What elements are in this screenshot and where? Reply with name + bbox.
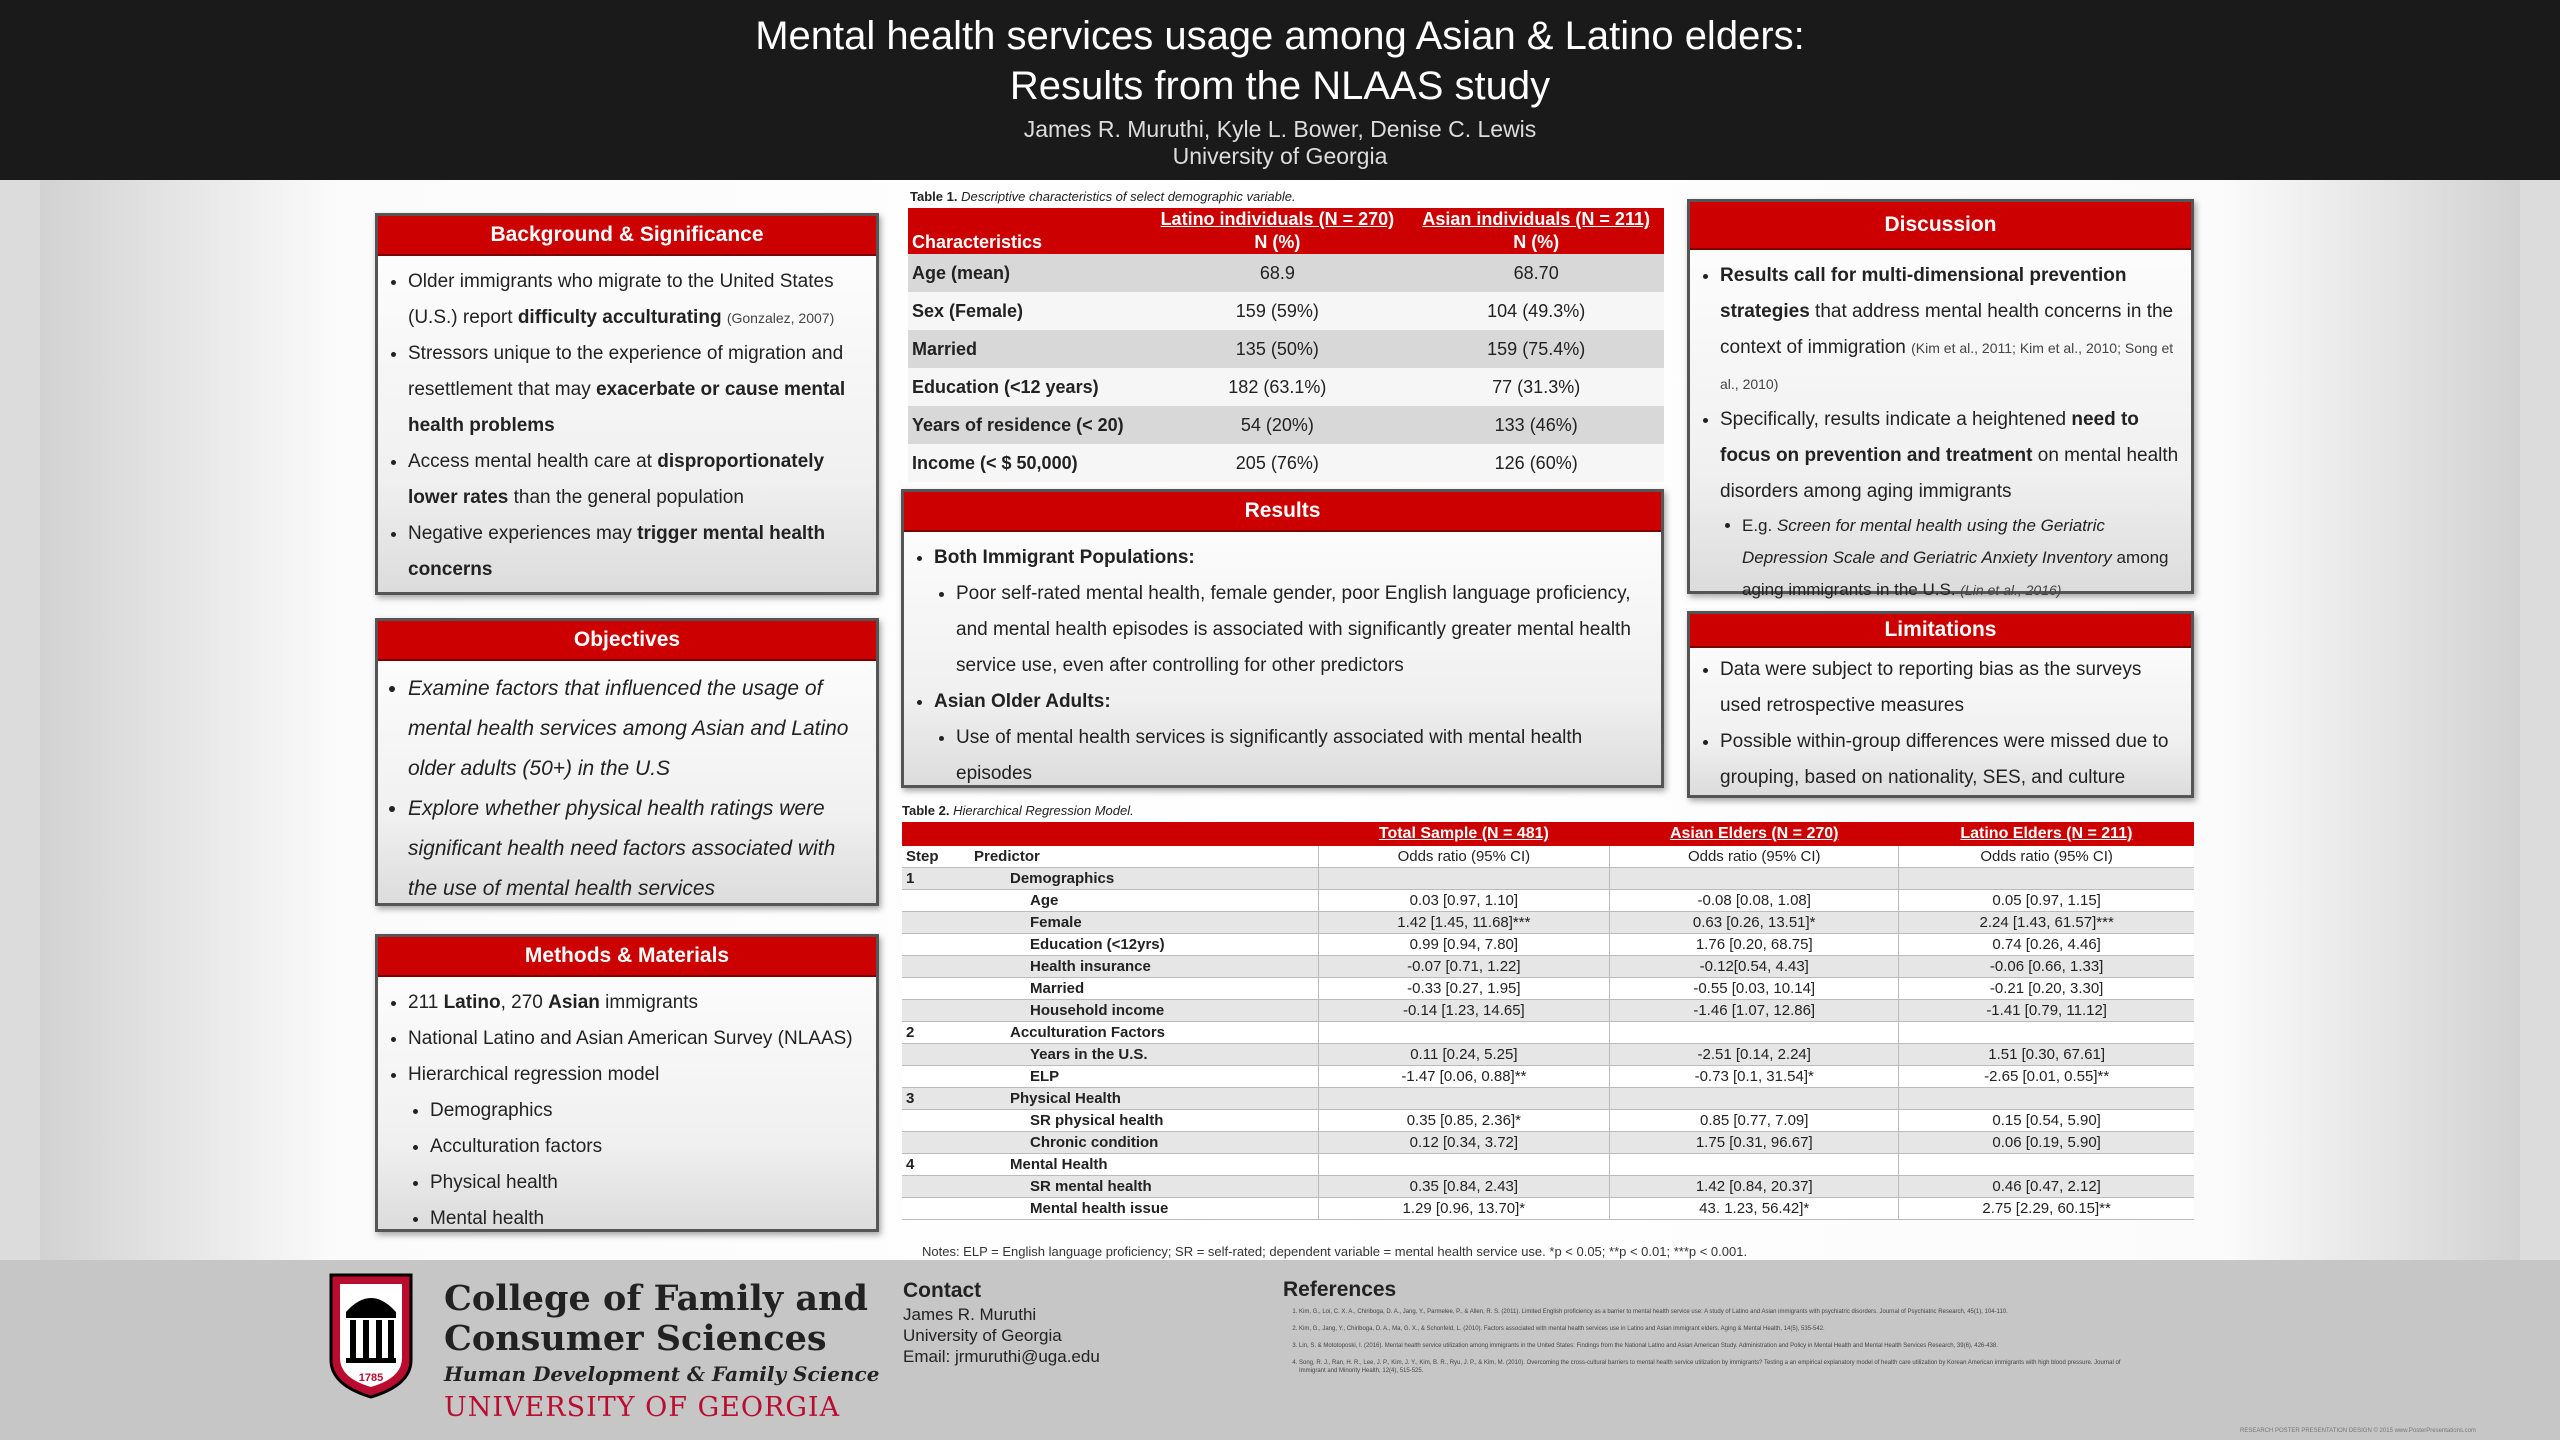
- table-row: SR mental health 0.35 [0.84, 2.43] 1.42 [0.84, 20.37] 0.46 [0.47, 2.12]: [902, 1176, 2194, 1198]
- department-name: Human Development & Family Science: [444, 1362, 880, 1386]
- university-name: UNIVERSITY OF GEORGIA: [444, 1392, 841, 1423]
- contact-block: [903, 1278, 1100, 1367]
- methods-item: • Hierarchical regression model • Demographics • Acculturation factors • Physical health • Mental health: [408, 1057, 866, 1237]
- limitations-panel: [1687, 611, 2194, 798]
- discussion-item: • Specifically, results indicate a heightened need to focus on prevention and treatment on mental health disorders among aging immigrants • E.g. Screen for mental health using the Geriatric Depression Scale and Geriatric Anxiety Inventory among aging immigrants in the U.S. (Lin et al., 2016): [1720, 402, 2181, 606]
- references-title: References: [1283, 1278, 1397, 1301]
- objectives-body: [378, 661, 876, 917]
- table-row: Years of residence (< 20) 54 (20%) 133 (46%): [908, 406, 1664, 444]
- college-name-line2: Consumer Sciences: [444, 1318, 827, 1359]
- table-row: Age 0.03 [0.97, 1.10] -0.08 [0.08, 1.08] 0.05 [0.97, 1.15]: [902, 890, 2194, 912]
- limitation-item: • Data were subject to reporting bias as the surveys used retrospective measures: [1720, 652, 2181, 724]
- methods-item: • National Latino and Asian American Survey (NLAAS): [408, 1021, 866, 1057]
- table-row: Married -0.33 [0.27, 1.95] -0.55 [0.03, 10.14] -0.21 [0.20, 3.30]: [902, 978, 2194, 1000]
- discussion-panel: [1687, 199, 2194, 599]
- discussion-title: Discussion: [1690, 202, 2191, 250]
- table2-header-total: Total Sample (N = 481): [1318, 822, 1610, 846]
- svg-text:1785: 1785: [358, 1372, 384, 1384]
- table1-header-asian: Asian individuals (N = 211): [1408, 208, 1664, 231]
- reference-item: 1. Kim, G., Loi, C. X. A., Chiriboga, D. A., Jang, Y., Parmelee, P., & Allen, R. S. (2011). Limited English proficiency as a barrier to mental health service use: A study of Latino and Asian immigrants with psychiatric disorders. Journal of Psychiatric Research, 45(1), 104-110.: [1299, 1308, 2133, 1316]
- table-row: SR physical health 0.35 [0.85, 2.36]* 0.85 [0.77, 7.09] 0.15 [0.54, 5.90]: [902, 1110, 2194, 1132]
- college-name-line1: College of Family and: [444, 1278, 868, 1319]
- table1-caption: Table 1. Descriptive characteristics of select demographic variable.: [910, 189, 1296, 204]
- contact-org: University of Georgia: [903, 1326, 1062, 1345]
- methods-item: • 211 Latino, 270 Asian immigrants: [408, 985, 866, 1021]
- table-row: Health insurance -0.07 [0.71, 1.22] -0.12[0.54, 4.43] -0.06 [0.66, 1.33]: [902, 956, 2194, 978]
- contact-title: Contact: [903, 1279, 982, 1302]
- results-item: • Both Immigrant Populations: • Poor self-rated mental health, female gender, poor English language proficiency, and mental health episodes is associated with significantly greater mental health service use, even after controlling for other predictors: [934, 540, 1651, 684]
- objectives-panel: [375, 618, 879, 906]
- uga-arch-logo: [326, 1270, 416, 1400]
- table2-header-blank: [902, 822, 1318, 846]
- table-row: Income (< $ 50,000) 205 (76%) 126 (60%): [908, 444, 1664, 482]
- table2-header-asian: Asian Elders (N = 270): [1610, 822, 1899, 846]
- table-row: Sex (Female) 159 (59%) 104 (49.3%): [908, 292, 1664, 330]
- reference-item: 4. Song, R. J., Ran, H. R., Lee, J. P., Kim, J. Y., Kim, B. R., Ryu, J. P., & Kim, M. (2010). Overcoming the cross-cultural barriers to mental health service utilization by immigrants? Testing a an empirical explanatory model of health care utilization by Korean American immigrants with high blood pressure. Journal of Immigrant and Minority Health, 12(4), 515-525.: [1299, 1359, 2133, 1375]
- poster-title-line2: Results from the NLAAS study: [1009, 64, 1551, 108]
- contact-email[interactable]: Email: jrmuruthi@uga.edu: [903, 1347, 1100, 1366]
- table2-caption: Table 2. Hierarchical Regression Model.: [902, 803, 1134, 818]
- poster-title-line1: Mental health services usage among Asian & Latino elders:: [755, 14, 1805, 58]
- methods-title: Methods & Materials: [378, 937, 876, 977]
- table2-notes: Notes: ELP = English language proficiency; SR = self-rated; dependent variable = mental health service use. *p < 0.05; **p < 0.01; ***p < 0.001.: [922, 1244, 1748, 1259]
- background-item: • Older immigrants who migrate to the United States (U.S.) report difficulty acculturating (Gonzalez, 2007): [408, 264, 866, 336]
- references-block: [1283, 1278, 2133, 1384]
- table1-header-characteristics: Characteristics: [908, 208, 1146, 254]
- table-row: Education (<12yrs) 0.99 [0.94, 7.80] 1.76 [0.20, 68.75] 0.74 [0.26, 4.46]: [902, 934, 2194, 956]
- table1: [908, 208, 1664, 482]
- table2-group-row: 1 Demographics: [902, 868, 2194, 890]
- table-row: Years in the U.S. 0.11 [0.24, 5.25] -2.51 [0.14, 2.24] 1.51 [0.30, 67.61]: [902, 1044, 2194, 1066]
- objective-item: • Explore whether physical health ratings were significant health need factors associated with the use of mental health services: [408, 789, 866, 909]
- template-credit: RESEARCH POSTER PRESENTATION DESIGN © 2015 www.PosterPresentations.com: [2240, 1428, 2476, 1434]
- table-row: Married 135 (50%) 159 (75.4%): [908, 330, 1664, 368]
- results-subitem: • Use of mental health services is significantly associated with mental health episodes: [956, 720, 1651, 792]
- table-row: ELP -1.47 [0.06, 0.88]** -0.73 [0.1, 31.54]* -2.65 [0.01, 0.55]**: [902, 1066, 2194, 1088]
- poster-authors: James R. Muruthi, Kyle L. Bower, Denise C. Lewis: [1023, 116, 1537, 142]
- table-row: Household income -0.14 [1.23, 14.65] -1.46 [1.07, 12.86] -1.41 [0.79, 11.12]: [902, 1000, 2194, 1022]
- table1-header-unit: N (%): [1408, 231, 1664, 254]
- table2-subheader-row: Step Predictor Odds ratio (95% CI) Odds ratio (95% CI) Odds ratio (95% CI): [902, 846, 2194, 868]
- table2-group-row: 2 Acculturation Factors: [902, 1022, 2194, 1044]
- methods-panel: [375, 934, 879, 1232]
- objectives-title: Objectives: [378, 621, 876, 661]
- poster-header: [0, 0, 2560, 180]
- table1-header-unit: N (%): [1146, 231, 1408, 254]
- limitation-item: • Possible within-group differences were missed due to grouping, based on nationality, SES, and culture: [1720, 724, 2181, 796]
- discussion-body: [1690, 250, 2191, 614]
- limitations-title: Limitations: [1690, 614, 2191, 648]
- background-body: [378, 256, 876, 596]
- table-row: Age (mean) 68.9 68.70: [908, 254, 1664, 292]
- table-row: Female 1.42 [1.45, 11.68]*** 0.63 [0.26, 13.51]* 2.24 [1.43, 61.57]***: [902, 912, 2194, 934]
- results-item: • Asian Older Adults: • Use of mental health services is significantly associated with mental health episodes: [934, 684, 1651, 792]
- methods-subitem: • Acculturation factors: [430, 1129, 866, 1165]
- table2: [902, 822, 2194, 1220]
- table1-header-latino: Latino individuals (N = 270): [1146, 208, 1408, 231]
- discussion-item: • Results call for multi-dimensional prevention strategies that address mental health concerns in the context of immigration (Kim et al., 2011; Kim et al., 2010; Song et al., 2010): [1720, 258, 2181, 402]
- methods-subitem: • Physical health: [430, 1165, 866, 1201]
- table-row: Mental health issue 1.29 [0.96, 13.70]* 43. 1.23, 56.42]* 2.75 [2.29, 60.15]**: [902, 1198, 2194, 1220]
- background-title: Background & Significance: [378, 216, 876, 256]
- limitations-body: [1690, 648, 2191, 804]
- background-panel: [375, 213, 879, 595]
- table2-group-row: 4 Mental Health: [902, 1154, 2194, 1176]
- results-subitem: • Poor self-rated mental health, female gender, poor English language proficiency, and mental health episodes is associated with significantly greater mental health service use, even after controlling for other predictors: [956, 576, 1651, 684]
- objective-item: • Examine factors that influenced the usage of mental health services among Asian and Latino older adults (50+) in the U.S: [408, 669, 866, 789]
- discussion-subitem: • E.g. Screen for mental health using the Geriatric Depression Scale and Geriatric Anxiety Inventory among aging immigrants in the U.S. (Lin et al., 2016): [1742, 510, 2181, 606]
- background-item: • Stressors unique to the experience of migration and resettlement that may exacerbate or cause mental health problems: [408, 336, 866, 444]
- reference-item: 3. Lin, S. & Mototoposki, I. (2016). Mental health service utilization among immigrants in the United States: Findings from the National Latino and Asian American Study. Administration and Policy in Mental Health and Mental Health Services Research, 39(6), 426-438.: [1299, 1342, 2133, 1350]
- poster-affiliation: University of Georgia: [1172, 143, 1388, 169]
- results-panel: [901, 489, 1664, 788]
- table-row: Education (<12 years) 182 (63.1%) 77 (31.3%): [908, 368, 1664, 406]
- results-title: Results: [904, 492, 1661, 532]
- table2-group-row: 3 Physical Health: [902, 1088, 2194, 1110]
- results-body: [904, 532, 1661, 800]
- reference-item: 2. Kim, G., Jang, Y., Chiriboga, D. A., Ma, G. X., & Schonfeld, L. (2010). Factors associated with mental health services use in Latino and Asian immigrant elders. Aging & Mental Health, 14(5), 535-542.: [1299, 1325, 2133, 1333]
- table2-header-latino: Latino Elders (N = 211): [1899, 822, 2194, 846]
- table-row: Chronic condition 0.12 [0.34, 3.72] 1.75 [0.31, 96.67] 0.06 [0.19, 5.90]: [902, 1132, 2194, 1154]
- methods-subitem: • Mental health: [430, 1201, 866, 1237]
- methods-subitem: • Demographics: [430, 1093, 866, 1129]
- methods-body: [378, 977, 876, 1245]
- contact-name: James R. Muruthi: [903, 1305, 1037, 1324]
- background-item: • Negative experiences may trigger mental health concerns: [408, 516, 866, 588]
- background-item: • Access mental health care at disproportionately lower rates than the general population: [408, 444, 866, 516]
